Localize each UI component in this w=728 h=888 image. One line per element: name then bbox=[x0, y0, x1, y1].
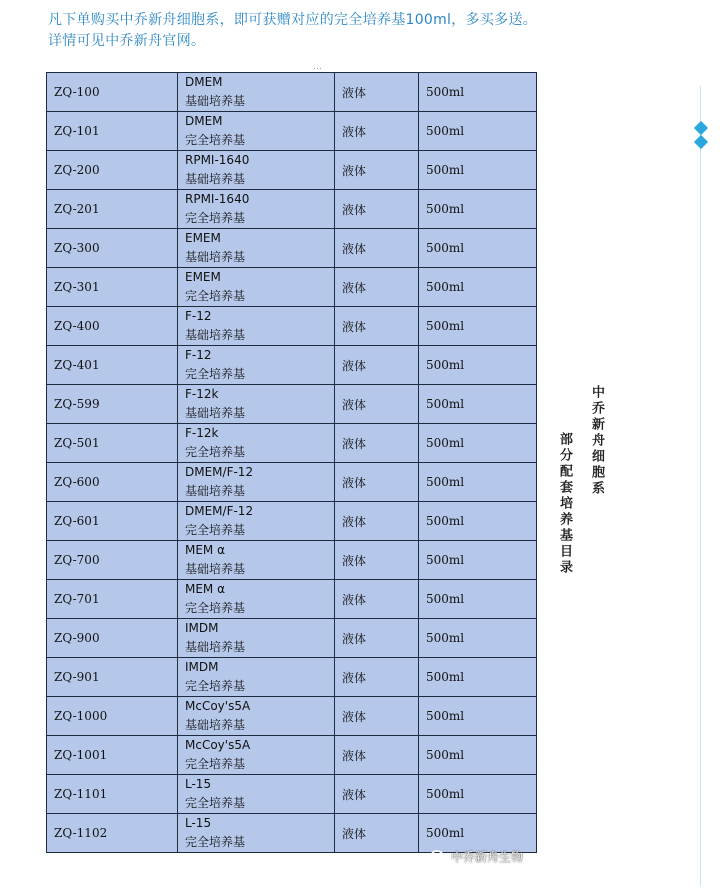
intro-line-1: 凡下单购买中乔新舟细胞系，即可获赠对应的完全培养基100ml，多买多送。 bbox=[48, 12, 538, 28]
product-code: ZQ-1102 bbox=[47, 814, 178, 853]
table-row bbox=[47, 619, 537, 658]
product-code: ZQ-900 bbox=[47, 619, 178, 658]
diamond-icon bbox=[694, 121, 708, 135]
medium-state: 液体 bbox=[335, 775, 419, 814]
medium-name: IMDM bbox=[185, 621, 219, 635]
product-code: ZQ-700 bbox=[47, 541, 178, 580]
watermark bbox=[430, 848, 523, 865]
table-row bbox=[47, 307, 537, 346]
product-code: ZQ-601 bbox=[47, 502, 178, 541]
medium-name: DMEM/F-12 bbox=[185, 465, 254, 479]
side-title-brand: 中乔新舟细胞系 bbox=[589, 385, 604, 497]
catalog-body bbox=[47, 73, 537, 853]
medium-state: 液体 bbox=[335, 502, 419, 541]
product-code: ZQ-400 bbox=[47, 307, 178, 346]
medium-state: 液体 bbox=[335, 424, 419, 463]
medium-volume: 500ml bbox=[419, 463, 537, 502]
medium-type: 基础培养基 bbox=[185, 718, 246, 732]
medium-volume: 500ml bbox=[419, 268, 537, 307]
medium-state: 液体 bbox=[335, 463, 419, 502]
medium-state: 液体 bbox=[335, 385, 419, 424]
medium-type: 完全培养基 bbox=[185, 601, 246, 615]
medium-volume: 500ml bbox=[419, 658, 537, 697]
medium-volume: 500ml bbox=[419, 697, 537, 736]
medium-name-cell bbox=[178, 346, 335, 385]
product-code: ZQ-599 bbox=[47, 385, 178, 424]
medium-name-cell bbox=[178, 580, 335, 619]
product-code: ZQ-300 bbox=[47, 229, 178, 268]
medium-volume: 500ml bbox=[419, 346, 537, 385]
medium-state: 液体 bbox=[335, 190, 419, 229]
table-row bbox=[47, 775, 537, 814]
product-code: ZQ-100 bbox=[47, 73, 178, 112]
medium-name-cell bbox=[178, 268, 335, 307]
decorative-line bbox=[700, 86, 701, 886]
medium-name-cell bbox=[178, 814, 335, 853]
table-row bbox=[47, 73, 537, 112]
medium-name-cell bbox=[178, 385, 335, 424]
table-row bbox=[47, 268, 537, 307]
medium-name: F-12k bbox=[185, 426, 219, 440]
product-code: ZQ-200 bbox=[47, 151, 178, 190]
medium-volume: 500ml bbox=[419, 502, 537, 541]
medium-volume: 500ml bbox=[419, 190, 537, 229]
medium-name: L-15 bbox=[185, 777, 212, 791]
table-row bbox=[47, 346, 537, 385]
medium-state: 液体 bbox=[335, 619, 419, 658]
product-code: ZQ-1000 bbox=[47, 697, 178, 736]
medium-state: 液体 bbox=[335, 697, 419, 736]
intro-text bbox=[48, 10, 608, 52]
side-title-catalog: 部分配套培养基目录 bbox=[557, 432, 572, 576]
table-row bbox=[47, 229, 537, 268]
medium-type: 完全培养基 bbox=[185, 679, 246, 693]
product-code: ZQ-1001 bbox=[47, 736, 178, 775]
medium-type: 基础培养基 bbox=[185, 172, 246, 186]
medium-type: 完全培养基 bbox=[185, 757, 246, 771]
medium-type: 完全培养基 bbox=[185, 835, 246, 849]
product-code: ZQ-201 bbox=[47, 190, 178, 229]
product-code: ZQ-701 bbox=[47, 580, 178, 619]
medium-state: 液体 bbox=[335, 541, 419, 580]
medium-name-cell bbox=[178, 424, 335, 463]
table-row bbox=[47, 112, 537, 151]
medium-name-cell bbox=[178, 151, 335, 190]
medium-name-cell bbox=[178, 307, 335, 346]
product-code: ZQ-401 bbox=[47, 346, 178, 385]
table-row bbox=[47, 541, 537, 580]
medium-name: EMEM bbox=[185, 231, 221, 245]
medium-name: McCoy's5A bbox=[185, 699, 251, 713]
table-row bbox=[47, 658, 537, 697]
table-row bbox=[47, 424, 537, 463]
medium-type: 完全培养基 bbox=[185, 796, 246, 810]
medium-state: 液体 bbox=[335, 736, 419, 775]
medium-name-cell bbox=[178, 658, 335, 697]
medium-volume: 500ml bbox=[419, 814, 537, 853]
wechat-icon bbox=[430, 850, 448, 864]
medium-name-cell bbox=[178, 502, 335, 541]
medium-type: 基础培养基 bbox=[185, 250, 246, 264]
medium-name: RPMI-1640 bbox=[185, 153, 250, 167]
medium-state: 液体 bbox=[335, 580, 419, 619]
medium-name: L-15 bbox=[185, 816, 212, 830]
medium-volume: 500ml bbox=[419, 736, 537, 775]
medium-volume: 500ml bbox=[419, 151, 537, 190]
medium-name-cell bbox=[178, 541, 335, 580]
table-row bbox=[47, 736, 537, 775]
medium-name-cell bbox=[178, 73, 335, 112]
medium-volume: 500ml bbox=[419, 385, 537, 424]
medium-volume: 500ml bbox=[419, 112, 537, 151]
medium-volume: 500ml bbox=[419, 73, 537, 112]
medium-name-cell bbox=[178, 775, 335, 814]
medium-type: 基础培养基 bbox=[185, 484, 246, 498]
medium-state: 液体 bbox=[335, 346, 419, 385]
table-row bbox=[47, 580, 537, 619]
medium-volume: 500ml bbox=[419, 619, 537, 658]
medium-name: MEM α bbox=[185, 543, 226, 557]
medium-name: F-12 bbox=[185, 309, 212, 323]
medium-name: F-12k bbox=[185, 387, 219, 401]
product-code: ZQ-600 bbox=[47, 463, 178, 502]
intro-line-2: 详情可见中乔新舟官网。 bbox=[48, 33, 206, 49]
medium-name: DMEM/F-12 bbox=[185, 504, 254, 518]
medium-state: 液体 bbox=[335, 151, 419, 190]
product-code: ZQ-1101 bbox=[47, 775, 178, 814]
medium-type: 完全培养基 bbox=[185, 289, 246, 303]
table-row bbox=[47, 814, 537, 853]
medium-name-cell bbox=[178, 619, 335, 658]
medium-type: 完全培养基 bbox=[185, 133, 246, 147]
medium-type: 基础培养基 bbox=[185, 406, 246, 420]
medium-catalog-table bbox=[46, 72, 537, 853]
medium-volume: 500ml bbox=[419, 541, 537, 580]
medium-type: 完全培养基 bbox=[185, 367, 246, 381]
medium-volume: 500ml bbox=[419, 307, 537, 346]
medium-name: DMEM bbox=[185, 114, 223, 128]
medium-type: 完全培养基 bbox=[185, 523, 246, 537]
medium-name: DMEM bbox=[185, 75, 223, 89]
medium-name: IMDM bbox=[185, 660, 219, 674]
medium-state: 液体 bbox=[335, 73, 419, 112]
medium-name-cell bbox=[178, 190, 335, 229]
medium-volume: 500ml bbox=[419, 775, 537, 814]
table-row bbox=[47, 697, 537, 736]
medium-type: 基础培养基 bbox=[185, 94, 246, 108]
medium-type: 基础培养基 bbox=[185, 328, 246, 342]
medium-state: 液体 bbox=[335, 658, 419, 697]
medium-name: EMEM bbox=[185, 270, 221, 284]
product-code: ZQ-301 bbox=[47, 268, 178, 307]
medium-name-cell bbox=[178, 736, 335, 775]
medium-name-cell bbox=[178, 112, 335, 151]
product-code: ZQ-501 bbox=[47, 424, 178, 463]
medium-state: 液体 bbox=[335, 307, 419, 346]
medium-name: McCoy's5A bbox=[185, 738, 251, 752]
medium-name-cell bbox=[178, 697, 335, 736]
table-row bbox=[47, 385, 537, 424]
medium-state: 液体 bbox=[335, 229, 419, 268]
medium-volume: 500ml bbox=[419, 229, 537, 268]
table-row bbox=[47, 502, 537, 541]
medium-state: 液体 bbox=[335, 814, 419, 853]
medium-type: 完全培养基 bbox=[185, 211, 246, 225]
divider-dots: … bbox=[313, 62, 323, 72]
table-row bbox=[47, 463, 537, 502]
medium-state: 液体 bbox=[335, 112, 419, 151]
product-code: ZQ-101 bbox=[47, 112, 178, 151]
medium-name: RPMI-1640 bbox=[185, 192, 250, 206]
medium-name: F-12 bbox=[185, 348, 212, 362]
medium-name-cell bbox=[178, 463, 335, 502]
medium-name: MEM α bbox=[185, 582, 226, 596]
table-row bbox=[47, 151, 537, 190]
medium-type: 基础培养基 bbox=[185, 640, 246, 654]
medium-volume: 500ml bbox=[419, 580, 537, 619]
medium-state: 液体 bbox=[335, 268, 419, 307]
medium-name-cell bbox=[178, 229, 335, 268]
table-row bbox=[47, 190, 537, 229]
diamond-icon bbox=[694, 135, 708, 149]
medium-type: 完全培养基 bbox=[185, 445, 246, 459]
product-code: ZQ-901 bbox=[47, 658, 178, 697]
medium-volume: 500ml bbox=[419, 424, 537, 463]
medium-type: 基础培养基 bbox=[185, 562, 246, 576]
watermark-text: 中乔新舟生物 bbox=[451, 850, 524, 864]
